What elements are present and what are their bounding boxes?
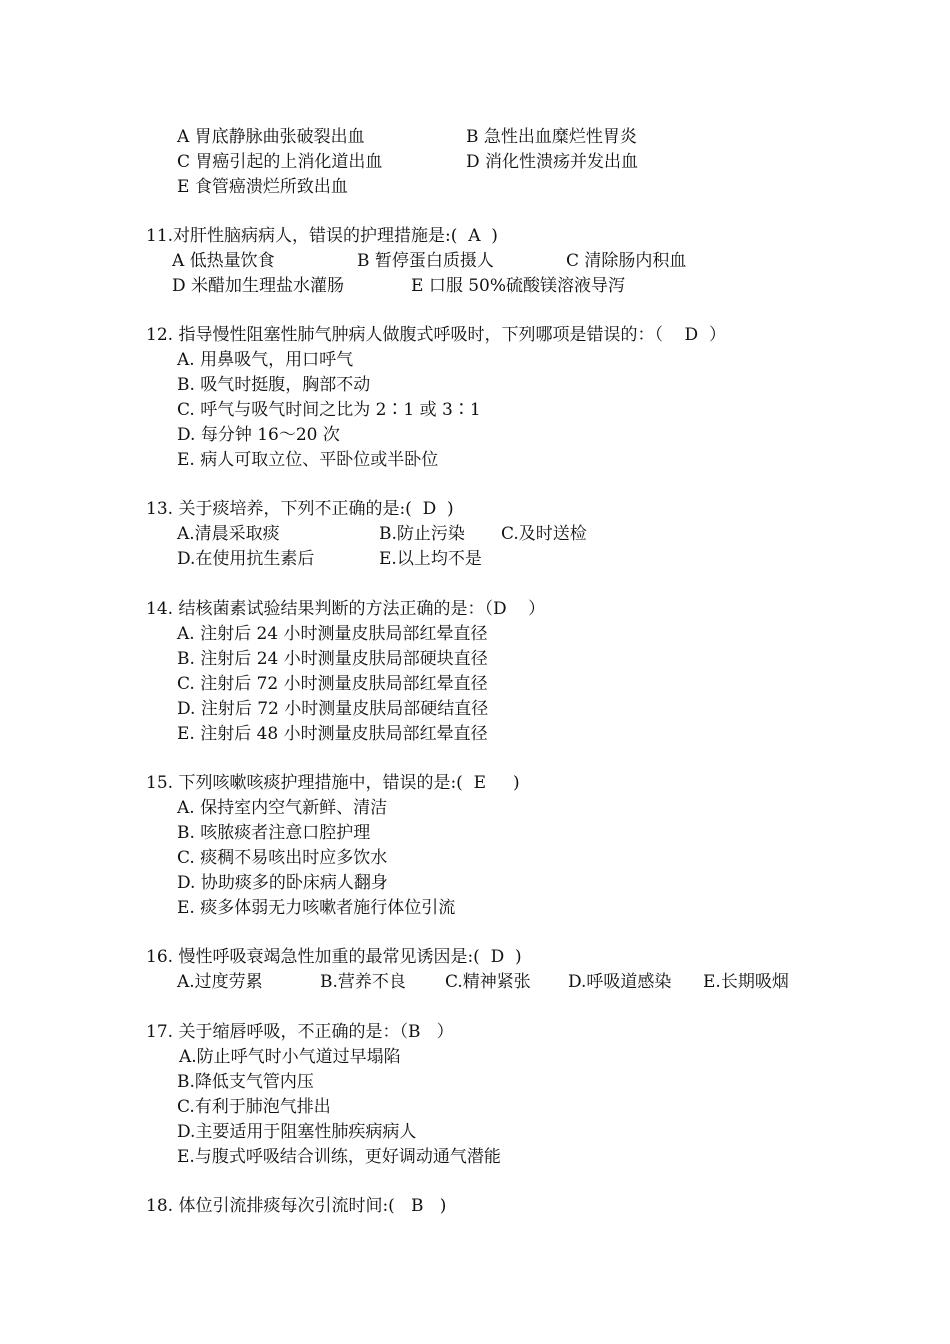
q12-stem: 12. 指导慢性阻塞性肺气肿病人做腹式呼吸时，下列哪项是错误的：（ D ） <box>146 325 726 345</box>
q11-option-a: A 低热量饮食 <box>172 251 275 271</box>
q15-option-b: B. 咳脓痰者注意口腔护理 <box>177 823 371 843</box>
q13-option-d: D.在使用抗生素后 <box>177 549 315 569</box>
q14-option-c: C. 注射后 72 小时测量皮肤局部红晕直径 <box>177 674 488 694</box>
q14-option-e: E. 注射后 48 小时测量皮肤局部红晕直径 <box>177 724 488 744</box>
q16-option-b: B.营养不良 <box>320 972 406 992</box>
q14-option-a: A. 注射后 24 小时测量皮肤局部红晕直径 <box>177 624 488 644</box>
q11-option-c: C 清除肠内积血 <box>566 251 687 271</box>
q10-option-c: C 胃癌引起的上消化道出血 <box>177 152 383 172</box>
q12-option-e: E. 病人可取立位、平卧位或半卧位 <box>177 450 439 470</box>
q16-option-c: C.精神紧张 <box>445 972 531 992</box>
q14-option-d: D. 注射后 72 小时测量皮肤局部硬结直径 <box>177 699 489 719</box>
q12-option-a: A. 用鼻吸气，用口呼气 <box>177 350 354 370</box>
q10-option-a: A 胃底静脉曲张破裂出血 <box>177 127 365 147</box>
q10-option-b: B 急性出血糜烂性胃炎 <box>466 127 637 147</box>
q11-stem: 11.对肝性脑病病人，错误的护理措施是:( A ) <box>146 226 498 246</box>
q17-option-c: C.有利于肺泡气排出 <box>177 1097 331 1117</box>
q13-option-e: E.以上均不是 <box>379 549 482 569</box>
q12-option-b: B. 吸气时挺腹，胸部不动 <box>177 375 371 395</box>
q16-option-e: E.长期吸烟 <box>703 972 789 992</box>
q17-stem: 17. 关于缩唇呼吸，不正确的是：（B ） <box>146 1022 454 1042</box>
q15-stem: 15. 下列咳嗽咳痰护理措施中，错误的是:( E ) <box>146 773 520 793</box>
q15-option-c: C. 痰稠不易咳出时应多饮水 <box>177 848 388 868</box>
q16-option-a: A.过度劳累 <box>177 972 263 992</box>
q11-option-b: B 暂停蛋白质摄人 <box>357 251 494 271</box>
q10-option-e: E 食管癌溃烂所致出血 <box>177 177 348 197</box>
q15-option-d: D. 协助痰多的卧床病人翻身 <box>177 873 388 893</box>
q13-option-b: B.防止污染 <box>379 524 465 544</box>
q15-option-a: A. 保持室内空气新鲜、清洁 <box>177 798 388 818</box>
q10-option-d: D 消化性溃疡并发出血 <box>466 152 639 172</box>
q16-option-d: D.呼吸道感染 <box>568 972 672 992</box>
q14-stem: 14. 结核菌素试验结果判断的方法正确的是：（D ） <box>146 599 546 619</box>
q17-option-a: A.防止呼气时小气道过早塌陷 <box>179 1047 401 1067</box>
q14-option-b: B. 注射后 24 小时测量皮肤局部硬块直径 <box>177 649 488 669</box>
q15-option-e: E. 痰多体弱无力咳嗽者施行体位引流 <box>177 898 456 918</box>
q17-option-d: D.主要适用于阻塞性肺疾病病人 <box>177 1122 417 1142</box>
q17-option-b: B.降低支气管内压 <box>177 1072 314 1092</box>
q13-stem: 13. 关于痰培养，下列不正确的是:( D ) <box>146 499 454 519</box>
q12-option-d: D. 每分钟 16～20 次 <box>177 425 340 445</box>
q17-option-e: E.与腹式呼吸结合训练，更好调动通气潜能 <box>177 1147 501 1167</box>
q13-option-c: C.及时送检 <box>501 524 587 544</box>
q16-stem: 16. 慢性呼吸衰竭急性加重的最常见诱因是:( D ) <box>146 947 522 967</box>
q13-option-a: A.清晨采取痰 <box>177 524 280 544</box>
q11-option-e: E 口服 50%硫酸镁溶液导泻 <box>411 276 626 296</box>
q11-option-d: D 米醋加生理盐水灌肠 <box>172 276 345 296</box>
q12-option-c: C. 呼气与吸气时间之比为 2∶1 或 3∶1 <box>177 400 481 420</box>
q18-stem: 18. 体位引流排痰每次引流时间:( B ) <box>146 1196 447 1216</box>
